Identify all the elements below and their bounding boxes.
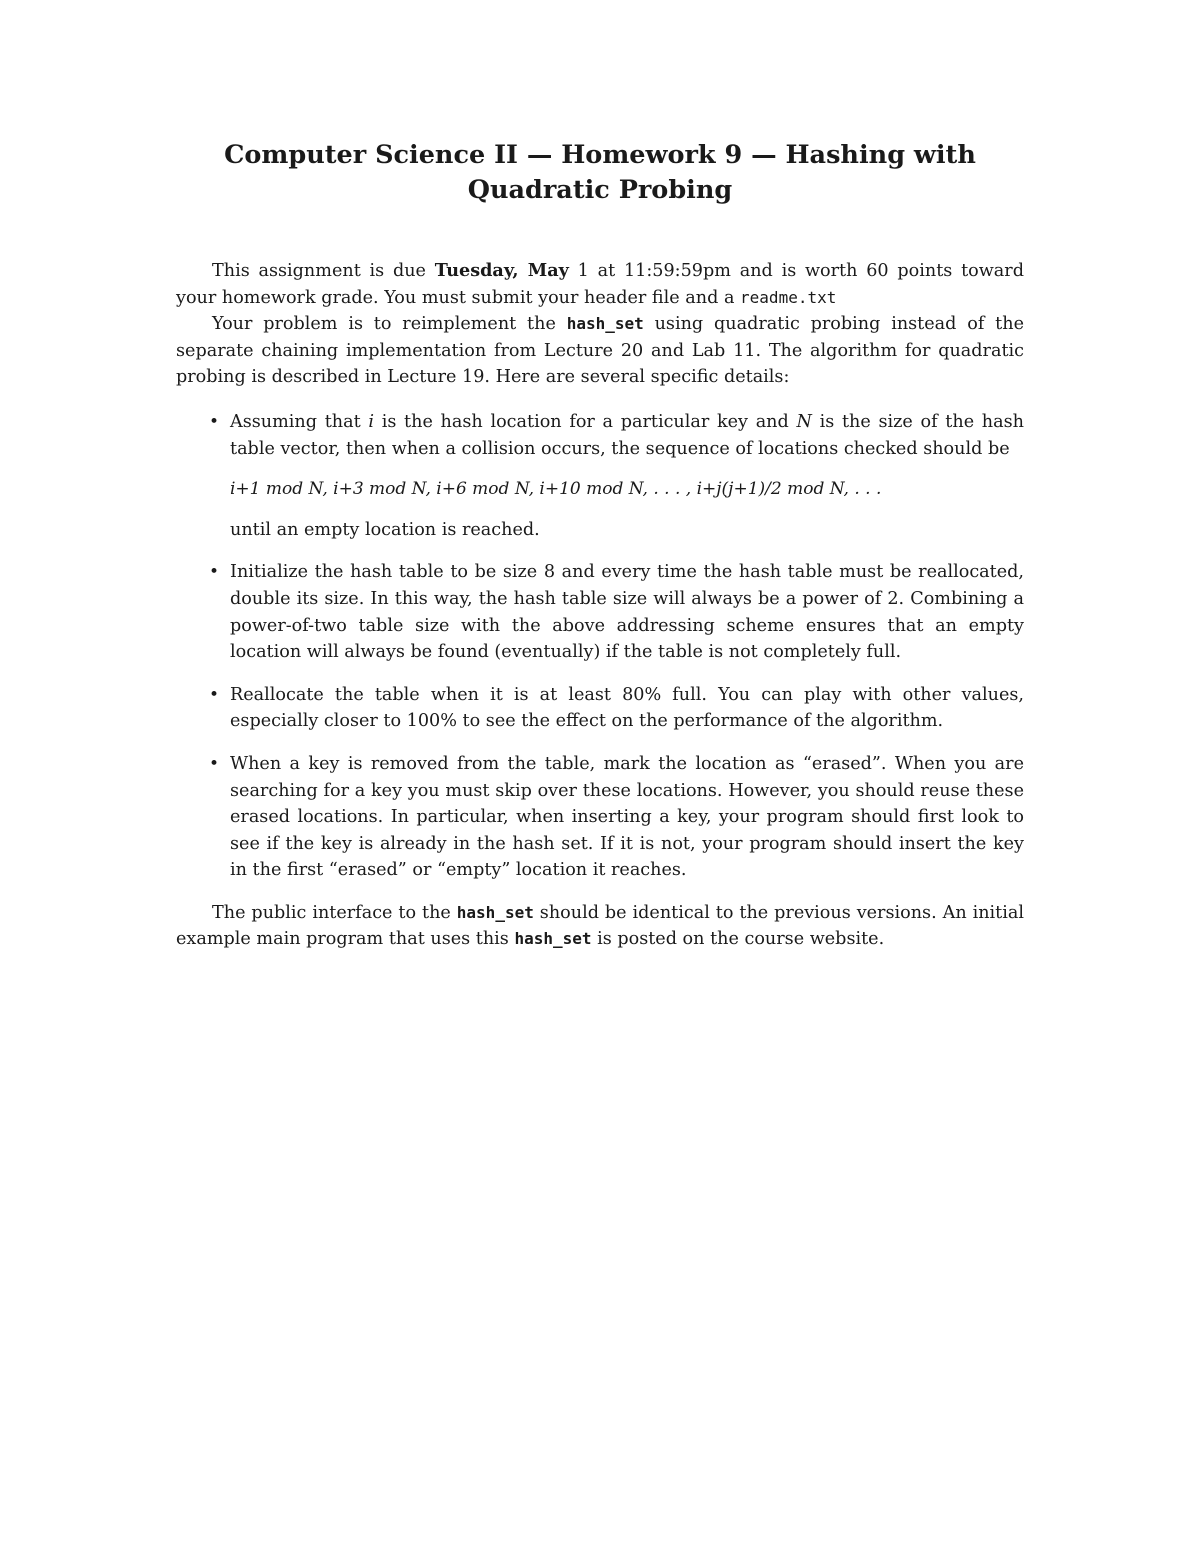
- list-item: • Reallocate the table when it is at least 80% full. You can play with other values, especially closer to 100% to see the effect on the performance of the algorithm.: [176, 682, 1024, 735]
- readme-filename: readme.txt: [740, 287, 837, 307]
- hash-set-code: hash_set: [456, 902, 534, 922]
- hash-set-code: hash_set: [566, 314, 644, 334]
- details-list: [176, 409, 1024, 884]
- title-line-1: Computer Science II — Homework 9 — Hashing with: [224, 140, 976, 170]
- title-line-2: Quadratic Probing: [467, 175, 733, 205]
- formula-followup: until an empty location is reached.: [230, 519, 540, 540]
- document-body: [176, 258, 1024, 953]
- bullet-icon: •: [209, 562, 220, 583]
- intro-paragraph-problem: Your problem is to reimplement the hash_set using quadratic probing instead of the separate chaining implementation from Lecture 20 and Lab 11. The algorithm for quadratic probing is described in Lecture 19. Here are several specific details:: [176, 314, 1024, 388]
- list-item: • Assuming that i is the hash location for a particular key and N is the size of the hash table vector, then when a collision occurs, the sequence of locations checked should be i+1 mod N, i+3 mod N, i+6 mod N, i+10 mod N, . . . , i+j(j+1)/2 mod N, . . . until an empty location is reached.: [176, 409, 1024, 543]
- list-item: • Initialize the hash table to be size 8 and every time the hash table must be reallocated, double its size. In this way, the hash table size will always be a power of 2. Combining a power-of-two table size with the above addressing scheme ensures that an empty location will always be found (eventually) if the table is not completely full.: [176, 559, 1024, 665]
- closing-paragraph: The public interface to the hash_set should be identical to the previous versions. An initial example main program that uses this hash_set is posted on the course website.: [176, 902, 1024, 950]
- bullet-icon: •: [209, 753, 220, 774]
- hash-set-code: hash_set: [514, 929, 592, 949]
- bullet-icon: •: [209, 411, 220, 432]
- bullet-icon: •: [209, 684, 220, 705]
- document-page: [176, 138, 1024, 971]
- probe-sequence-formula: i+1 mod N, i+3 mod N, i+6 mod N, i+10 mod N, . . . , i+j(j+1)/2 mod N, . . .: [230, 479, 882, 500]
- document-title: [176, 138, 1024, 208]
- list-item: • When a key is removed from the table, mark the location as “erased”. When you are searching for a key you must skip over these locations. However, you should reuse these erased locations. In particular, when inserting a key, your program should first look to see if the key is already in the hash set. If it is not, your program should insert the key in the first “erased” or “empty” location it reaches.: [176, 751, 1024, 884]
- due-date: Tuesday, May: [434, 260, 569, 281]
- intro-paragraph-due: This assignment is due Tuesday, May 1 at 11:59:59pm and is worth 60 points toward your homework grade. You must submit your header file and a readme.txt: [176, 260, 1024, 308]
